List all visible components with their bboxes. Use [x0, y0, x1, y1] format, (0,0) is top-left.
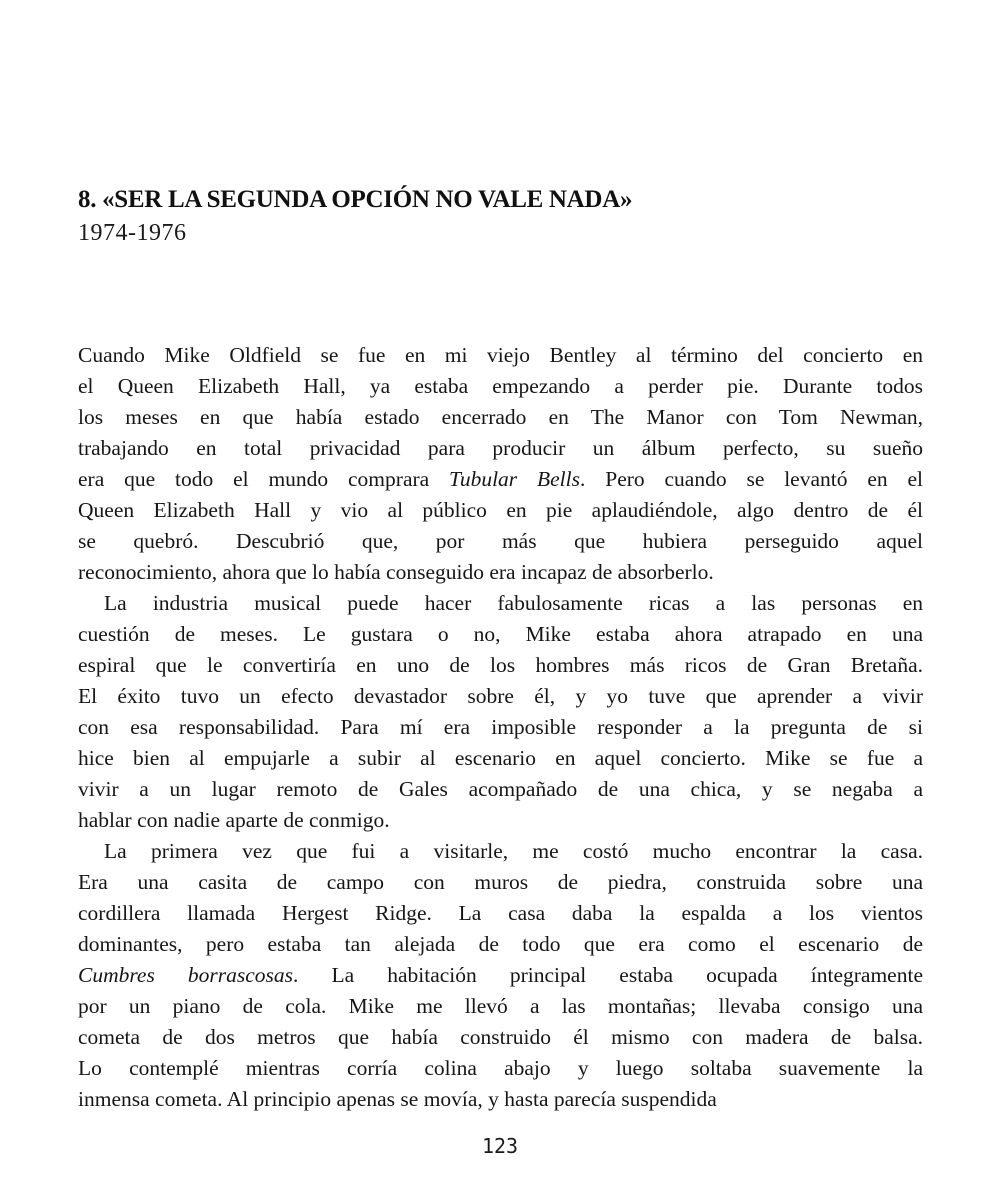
- text-line: Cuando Mike Oldfield se fue en mi viejo Bentley al término del concierto en: [78, 343, 923, 367]
- text-line: hice bien al empujarle a subir al escenario en aquel concierto. Mike se fue a: [78, 746, 923, 770]
- page-number: 123: [481, 1134, 519, 1158]
- text-line: trabajando en total privacidad para producir un álbum perfecto, su sueño: [78, 436, 923, 460]
- text-line: el Queen Elizabeth Hall, ya estaba empezando a perder pie. Durante todos: [78, 374, 923, 398]
- text-line: cometa de dos metros que había construido él mismo con madera de balsa.: [78, 1025, 923, 1049]
- text-line: reconocimiento, ahora que lo había conseguido era incapaz de absorberlo.: [78, 560, 714, 584]
- page-content: [78, 186, 923, 1115]
- paragraph: [78, 836, 923, 1115]
- text-line: Cumbres borrascosas. La habitación principal estaba ocupada íntegramente: [78, 963, 923, 987]
- text-line: se quebró. Descubrió que, por más que hubiera perseguido aquel: [78, 529, 923, 553]
- text-line: vivir a un lugar remoto de Gales acompañado de una chica, y se negaba a: [78, 777, 923, 801]
- text-line: cuestión de meses. Le gustara o no, Mike estaba ahora atrapado en una: [78, 622, 923, 646]
- body-text: [78, 340, 923, 1115]
- chapter-heading: 8. «SER LA SEGUNDA OPCIÓN NO VALE NADA»: [78, 186, 633, 213]
- text-line: los meses en que había estado encerrado en The Manor con Tom Newman,: [78, 405, 923, 429]
- text-line: Lo contemplé mientras corría colina abajo y luego soltaba suavemente la: [78, 1056, 923, 1080]
- chapter-years: 1974-1976: [78, 220, 187, 246]
- text-line: cordillera llamada Hergest Ridge. La casa daba la espalda a los vientos: [78, 901, 923, 925]
- text-line: Queen Elizabeth Hall y vio al público en pie aplaudiéndole, algo dentro de él: [78, 498, 923, 522]
- text-line: espiral que le convertiría en uno de los hombres más ricos de Gran Bretaña.: [78, 653, 923, 677]
- text-line: dominantes, pero estaba tan alejada de todo que era como el escenario de: [78, 932, 923, 956]
- text-line: era que todo el mundo comprara Tubular Bells. Pero cuando se levantó en el: [78, 467, 924, 491]
- text-line: hablar con nadie aparte de conmigo.: [78, 808, 390, 832]
- text-line: La industria musical puede hacer fabulosamente ricas a las personas en: [104, 591, 923, 615]
- text-line: inmensa cometa. Al principio apenas se movía, y hasta parecía suspendida: [78, 1087, 717, 1111]
- paragraph: [78, 588, 923, 836]
- text-line: El éxito tuvo un efecto devastador sobre él, y yo tuve que aprender a vivir: [78, 684, 923, 708]
- text-line: con esa responsabilidad. Para mí era imposible responder a la pregunta de si: [78, 715, 923, 739]
- text-line: La primera vez que fui a visitarle, me costó mucho encontrar la casa.: [104, 839, 923, 863]
- text-line: Era una casita de campo con muros de piedra, construida sobre una: [78, 870, 923, 894]
- text-line: por un piano de cola. Mike me llevó a las montañas; llevaba consigo una: [78, 994, 923, 1018]
- paragraph: [78, 340, 923, 588]
